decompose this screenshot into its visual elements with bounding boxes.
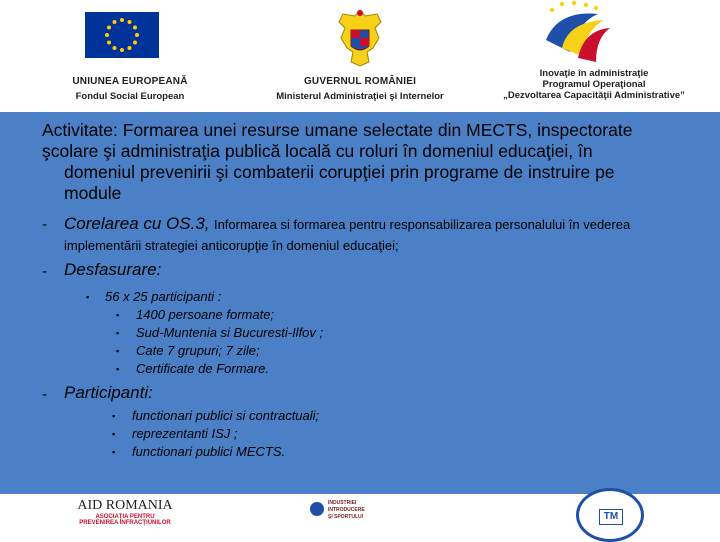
participanti-dash: -: [42, 386, 47, 403]
eu-title: UNIUNEA EUROPEANĂ: [72, 76, 188, 87]
inovatie-line1: Inovaţie în administraţie: [539, 68, 649, 79]
inovatie-line3: „Dezvoltarea Capacităţii Administrative”: [503, 90, 685, 101]
activity-paragraph: [42, 120, 712, 204]
ministry-line2: INTRODUCERE: [328, 507, 365, 513]
correlation-label: Corelarea cu OS.3,: [64, 214, 210, 233]
bullet-icon: ▪: [116, 364, 120, 374]
desfasurare-dash: -: [42, 263, 47, 280]
activity-line1: Formarea unei resurse umane selectate din MECTS, inspectorate: [122, 120, 633, 140]
activity-line4: module: [64, 183, 122, 203]
activity-label: Activitate:: [42, 120, 118, 140]
correlation-dash: -: [42, 216, 47, 233]
content-panel: [0, 112, 720, 494]
gov-subtitle: Ministerul Administraţiei şi Internelor: [276, 91, 444, 102]
coat-of-arms-icon: [335, 8, 385, 68]
gov-title: GUVERNUL ROMÂNIEI: [303, 76, 417, 87]
correlation-block: [64, 214, 714, 234]
inovatie-line2: Programul Operaţional: [542, 79, 646, 90]
bullet-icon: ▪: [112, 447, 116, 457]
bullet-icon: ▪: [116, 328, 120, 338]
aid-romania-sub2: PREVENIREA INFRACŢIUNILOR: [79, 520, 171, 526]
participanti-label: Participanti:: [64, 383, 153, 402]
activity-line3: domeniul prevenirii şi combaterii corupţiei prin programe de instruire pe: [64, 162, 615, 182]
desf-item-1: 1400 persoane formate;: [136, 307, 275, 322]
tm-seal-logo: [576, 488, 644, 542]
correlation-text1: Informarea si formarea pentru responsabilizarea personalului în vederea: [213, 217, 631, 232]
bullet-icon: ▪: [112, 411, 116, 421]
desf-main-bullet-icon: ▪: [86, 292, 90, 302]
ministry-emblem-icon: [310, 502, 324, 516]
ministry-line1: INDUSTRIEI: [328, 500, 357, 506]
desfasurare-label: Desfasurare:: [64, 260, 162, 279]
desf-item-3: Cate 7 grupuri; 7 zile;: [136, 343, 260, 358]
ministry-line3: ŞI SPORTULUI: [328, 514, 364, 520]
tm-badge: TM: [599, 509, 623, 525]
part-item-2: reprezentanti ISJ ;: [132, 426, 238, 441]
bullet-icon: ▪: [116, 310, 120, 320]
eu-subtitle: Fondul Social European: [75, 91, 185, 102]
bullet-icon: ▪: [116, 346, 120, 356]
part-item-1: functionari publici si contractuali;: [132, 408, 320, 423]
eu-flag-icon: [85, 12, 159, 58]
part-item-3: functionari publici MECTS.: [132, 444, 286, 459]
aid-romania-sub: ASOCIAŢIA PENTRU: [95, 514, 155, 520]
aid-romania-title: AID ROMANIA: [77, 498, 173, 513]
desf-item-2: Sud-Muntenia si Bucuresti-Ilfov ;: [136, 325, 324, 340]
desf-item-4: Certificate de Formare.: [136, 361, 269, 376]
header: [0, 0, 720, 112]
inovatie-stars-logo-icon: [538, 0, 614, 64]
activity-line2: şcolare şi administraţia publică locală cu roluri în domeniul educaţiei, în: [42, 141, 593, 161]
aid-romania-logo: [70, 498, 180, 526]
correlation-text2: implementării strategiei anticorupţie în domeniul educaţiei;: [64, 238, 399, 253]
desf-main: 56 x 25 participanti :: [105, 289, 222, 304]
bullet-icon: ▪: [112, 429, 116, 439]
footer-logos: [0, 494, 720, 540]
